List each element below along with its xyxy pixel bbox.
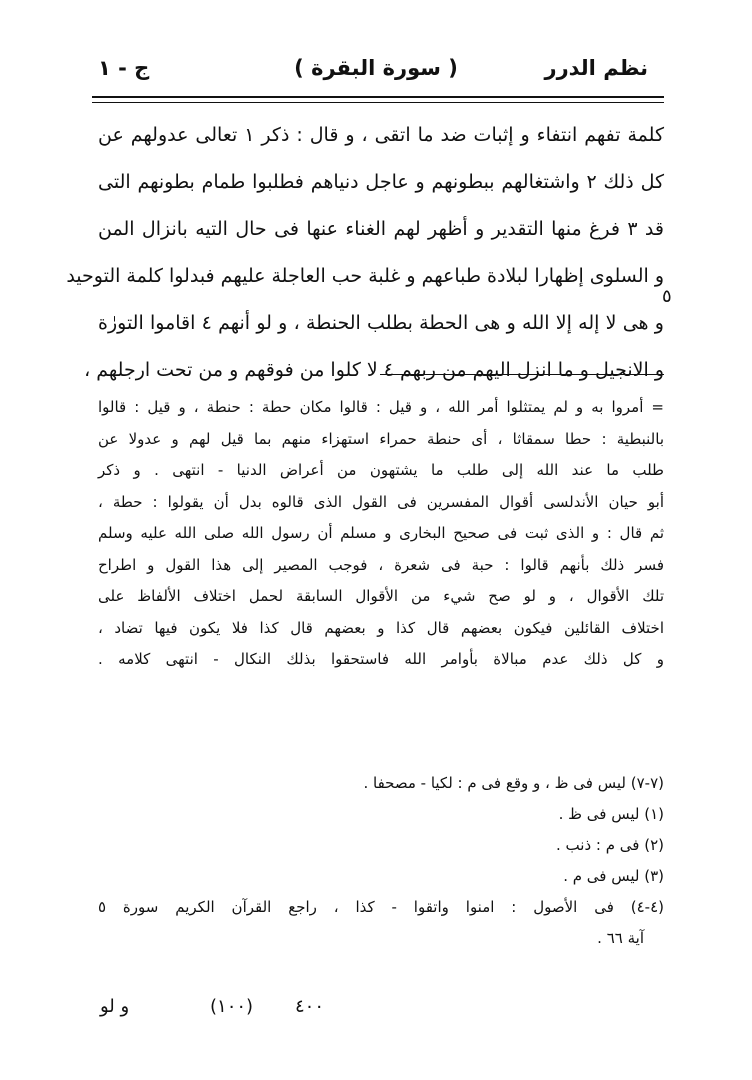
main-line: كلمة تفهم انتفاء و إثبات ضد ما اتقى ، و قال : ذكر ١ تعالى عدولهم عن [98, 124, 664, 146]
book-title: نظم الدرر [544, 56, 648, 80]
main-text [66, 112, 664, 394]
footnote-separator [380, 374, 664, 375]
variant-note: (٧-٧) ليس فى ظ ، و وقع فى م : لكيا - مصحفا . [363, 774, 664, 792]
main-line: و الانجيل و ما انزل اليهم من ربهم ٤ لا كلوا من فوقهم و من تحت ارجلهم ، [84, 359, 664, 381]
volume-label: ج - ١ [98, 56, 150, 80]
footnote-line: أبو حيان الأندلسى أقوال المفسرين فى القول الذى قالوه بدل أن يقولوا : حطة ، [98, 492, 664, 511]
footnote-line: و كل ذلك عدم مبالاة بأوامر الله فاستحقوا بذلك النكال - انتهى كلامه . [98, 650, 664, 668]
main-line: و هى لا إله إلا الله و هى الحطة بطلب الحنطة ، و لو أنهم ٤ اقاموا التورٰة [98, 312, 664, 334]
footnote-line: طلب ما عند الله إلى طلب ما يشتهون من أعراض الدنيا - انتهى . و ذكر [98, 461, 664, 479]
line-number-marker: ٥ [662, 286, 672, 307]
header-rule-thick [92, 96, 664, 98]
commentary-footnote [98, 392, 664, 676]
variant-note: (٣) ليس فى م . [563, 867, 664, 885]
surah-title: ( سورة البقرة ) [294, 56, 458, 80]
variant-note: آية ٦٦ . [597, 929, 644, 947]
footnote-line: = أمروا به و لم يمتثلوا أمر الله ، و قيل : قالوا مكان حطة : حنطة ، و قيل : قالوا [98, 398, 664, 416]
footnote-line: بالنبطية : حطا سمقاثا ، أى حنطة حمراء استهزاء منهم بما قيل لهم و عدولا عن [98, 429, 664, 448]
sequence-number: (١٠٠) [210, 996, 254, 1017]
footnote-line: ثم قال : و الذى ثبت فى صحيح البخارى و مسلم أن رسول الله صلى الله عليه وسلم [98, 524, 664, 542]
main-line: قد ٣ فرغ منها التقدير و أظهر لهم الغناء عنها فى حال التيه بانزال المن [98, 218, 664, 240]
main-line: كل ذلك ٢ واشتغالهم ببطونهم و عاجل دنياهم فطلبوا طمام بطونهم التى [98, 171, 664, 193]
variant-notes [98, 768, 664, 954]
variant-note: (١) ليس فى ظ . [558, 805, 664, 823]
variant-note: (٤-٤) فى الأصول : امنوا واتقوا - كذا ، راجع القرآن الكريم سورة ٥ [98, 898, 664, 916]
footnote-line: اختلاف القائلين فيكون بعضهم قال كذا و بعضهم قال كذا فلا يكون فيها تضاد ، [98, 618, 664, 637]
variant-note: (٢) فى م : ذنب . [556, 836, 664, 854]
footnote-line: تلك الأقوال ، و لو صح شيء من الأقوال السابقة لحمل اختلاف الألفاظ على [98, 587, 664, 605]
catchword: و لو [100, 996, 130, 1017]
footnote-line: فسر ذلك بأنهم قالوا : حبة فى شعرة ، فوجب المصير إلى هذا القول و اطراح [98, 555, 664, 574]
page-number: ٤٠٠ [294, 996, 324, 1017]
header-rule-thin [92, 102, 664, 103]
main-line: و السلوى إظهارا لبلادة طباعهم و غلبة حب العاجلة عليهم فبدلوا كلمة التوحيد [66, 265, 664, 287]
